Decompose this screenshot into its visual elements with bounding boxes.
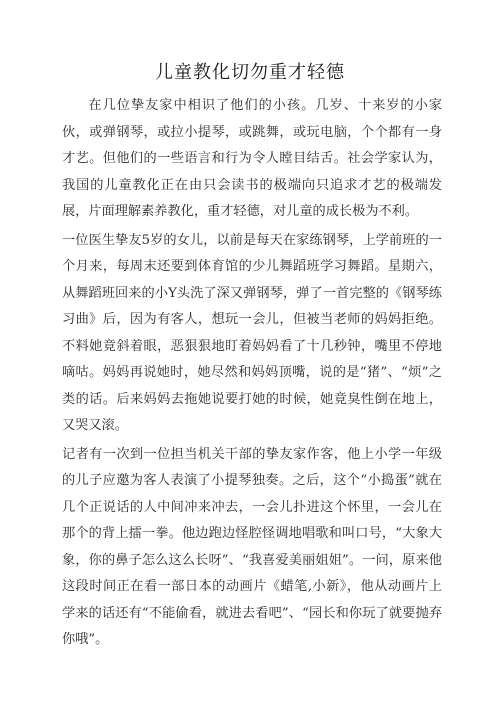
paragraph-3: 记者有一次到一位担当机关干部的挚友家作客，他上小学一年级的儿子应邀为客人表演了小提琴独奏。之后，这个“小捣蛋”就在几个正说话的人中间冲来冲去，一会儿扑进这个怀里，一会儿在那个的背上擂一拳。他边跑边怪腔怪调地唱歌和叫口号，“大象大象，你的鼻子怎么这么长呀”、“我喜爱美丽姐姐”。一问，原来他这段时间正在看一部日本的动画片《蜡笔,小新》，他从动画片上学来的话还有“不能偷看，就进去看吧”、“园长和你玩了就要抛弃你哦”。 [62,446,442,647]
paragraph-2: 一位医生挚友5岁的女儿，以前是每天在家练钢琴，上学前班的一个月来，每周末还要到体育馆的少儿舞蹈班学习舞蹈。星期六，从舞蹈班回来的小Y头洗了深又弹钢琴，弹了一首完整的《钢琴练习曲》后，因为有客人，想玩一会儿，但被当老师的妈妈拒绝。不料她竟斜着眼，恶狠狠地盯着妈妈看了十几秒钟，嘴里不停地嘀咕。妈妈再说她时，她尽然和妈妈顶嘴，说的是“猪”、“烦”之类的话。后来妈妈去拖她说要打她的时候，她竟臭性倒在地上，又哭又滚。 [62,232,442,433]
document-body [62,93,442,654]
paragraph-1: 在几位挚友家中相识了他们的小孩。几岁、十来岁的小家伙，或弹钢琴，或拉小提琴，或跳舞，或玩电脑，个个都有一身才艺。但他们的一些语言和行为令人瞠目结舌。社会学家认为，我国的儿童教化正在由只会读书的极端向只追求才艺的极端发展，片面理解素养教化，重才轻德，对儿童的成长极为不利。 [62,98,442,219]
document-title: 儿童教化切勿重才轻德 [155,62,345,83]
